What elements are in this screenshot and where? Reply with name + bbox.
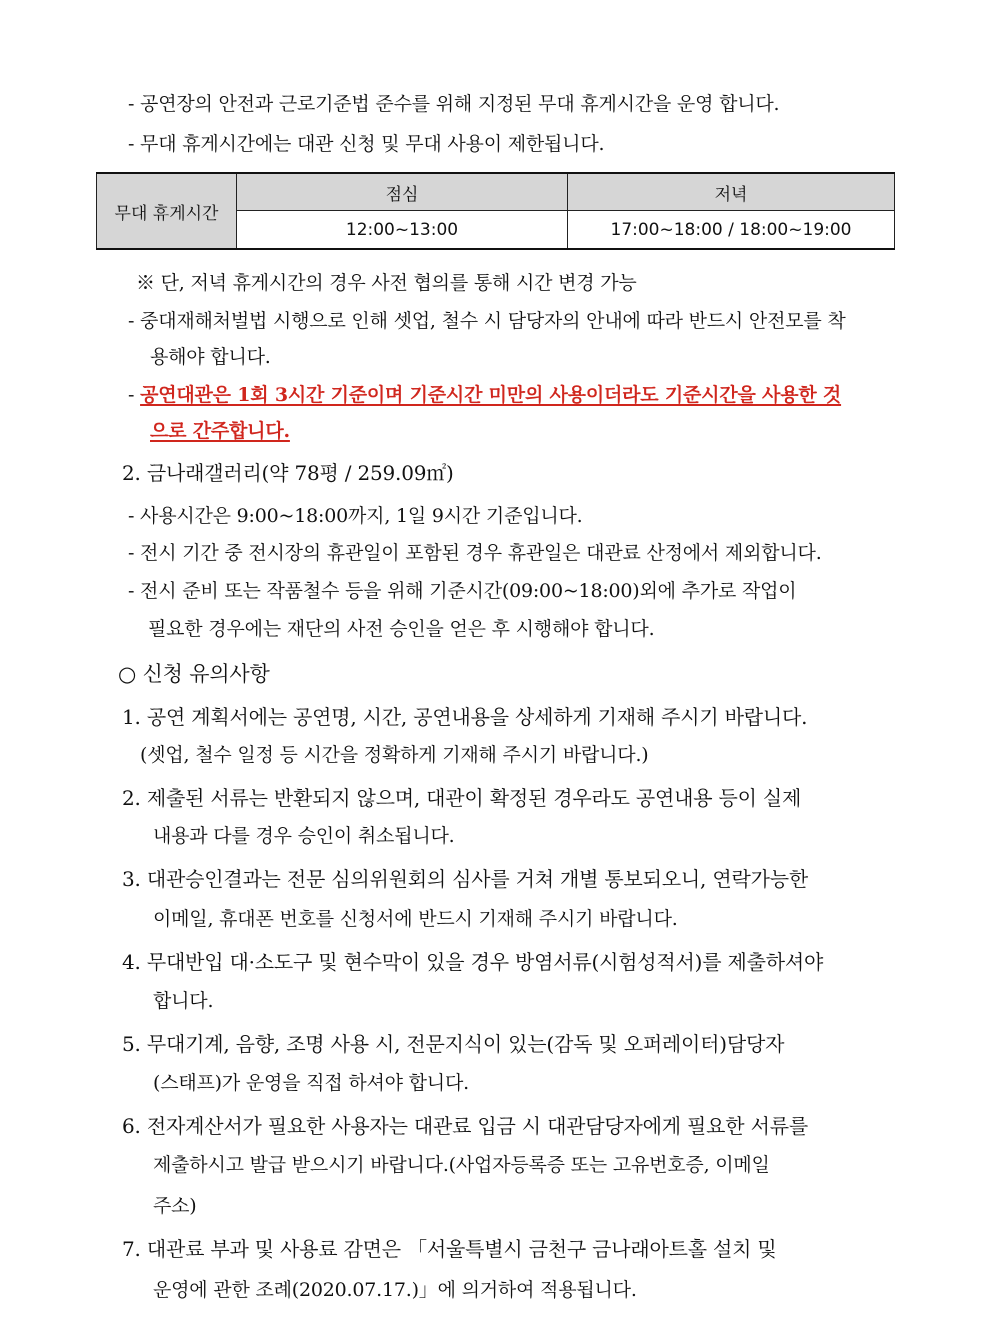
note-rental-basis-1	[128, 382, 841, 408]
table-header-dinner: 저녁	[568, 173, 895, 211]
notice-line: 주소)	[153, 1195, 197, 1217]
note-dash: -	[128, 384, 141, 406]
notice-line: 1. 공연 계획서에는 공연명, 시간, 공연내용을 상세하게 기재해 주시기 바랍니다.	[122, 705, 808, 729]
notice-line: 5. 무대기계, 음향, 조명 사용 시, 전문지식이 있는(감독 및 오퍼레이터)담당자	[122, 1032, 785, 1056]
note-rental-basis-2	[150, 418, 290, 444]
gallery-item-1: - 사용시간은 9:00~18:00까지, 1일 9시간 기준입니다.	[128, 505, 583, 527]
notice-line: (셋업, 철수 일정 등 시간을 정확하게 기재해 주시기 바랍니다.)	[140, 744, 649, 766]
table-row-header: 무대 휴게시간	[97, 173, 237, 249]
notice-line: 6. 전자계산서가 필요한 사용자는 대관료 입금 시 대관담당자에게 필요한 서류를	[122, 1114, 808, 1138]
intro-line-2: - 무대 휴게시간에는 대관 신청 및 무대 사용이 제한됩니다.	[128, 133, 605, 155]
gallery-item-2: - 전시 기간 중 전시장의 휴관일이 포함된 경우 휴관일은 대관료 산정에서 제외합니다.	[128, 542, 822, 564]
note-rental-basis-text-2: 으로 간주합니다.	[150, 420, 290, 442]
table-cell-dinner-time: 17:00~18:00 / 18:00~19:00	[568, 211, 895, 250]
notice-line: 이메일, 휴대폰 번호를 신청서에 반드시 기재해 주시기 바랍니다.	[153, 908, 678, 930]
note-safety-helmet-1: - 중대재해처벌법 시행으로 인해 셋업, 철수 시 담당자의 안내에 따라 반드시 안전모를 착	[128, 310, 846, 332]
table-cell-lunch-time: 12:00~13:00	[237, 211, 568, 250]
notice-line: 7. 대관료 부과 및 사용료 감면은 「서울특별시 금천구 금나래아트홀 설치 및	[122, 1237, 777, 1261]
note-safety-helmet-2: 용해야 합니다.	[150, 346, 271, 368]
notice-heading: ○ 신청 유의사항	[118, 662, 270, 686]
notice-line: 제출하시고 발급 받으시기 바랍니다.(사업자등록증 또는 고유번호증, 이메일	[153, 1154, 770, 1176]
notice-line: 3. 대관승인결과는 전문 심의위원회의 심사를 거쳐 개별 통보되오니, 연락가능한	[122, 867, 808, 891]
note-time-change: ※ 단, 저녁 휴게시간의 경우 사전 협의를 통해 시간 변경 가능	[136, 272, 637, 294]
note-rental-basis-text-1: 공연대관은 1회 3시간 기준이며 기준시간 미만의 사용이더라도 기준시간을 사용한 것	[140, 384, 842, 406]
notice-line: 2. 제출된 서류는 반환되지 않으며, 대관이 확정된 경우라도 공연내용 등이 실제	[122, 786, 802, 810]
table-header-lunch: 점심	[237, 173, 568, 211]
intro-line-1: - 공연장의 안전과 근로기준법 준수를 위해 지정된 무대 휴게시간을 운영 합니다.	[128, 93, 780, 115]
gallery-item-3b: 필요한 경우에는 재단의 사전 승인을 얻은 후 시행해야 합니다.	[148, 618, 655, 640]
notice-line: 운영에 관한 조례(2020.07.17.)」에 의거하여 적용됩니다.	[153, 1279, 637, 1301]
stage-rest-time-table	[96, 172, 895, 250]
notice-line: (스태프)가 운영을 직접 하셔야 합니다.	[153, 1072, 469, 1094]
gallery-title: 2. 금나래갤러리(약 78평 / 259.09㎡)	[122, 461, 454, 485]
notice-line: 내용과 다를 경우 승인이 취소됩니다.	[153, 825, 455, 847]
notice-line: 4. 무대반입 대·소도구 및 현수막이 있을 경우 방염서류(시험성적서)를 제출하셔야	[122, 950, 824, 974]
gallery-item-3a: - 전시 준비 또는 작품철수 등을 위해 기준시간(09:00~18:00)외에 추가로 작업이	[128, 580, 797, 602]
notice-line: 합니다.	[153, 990, 214, 1012]
